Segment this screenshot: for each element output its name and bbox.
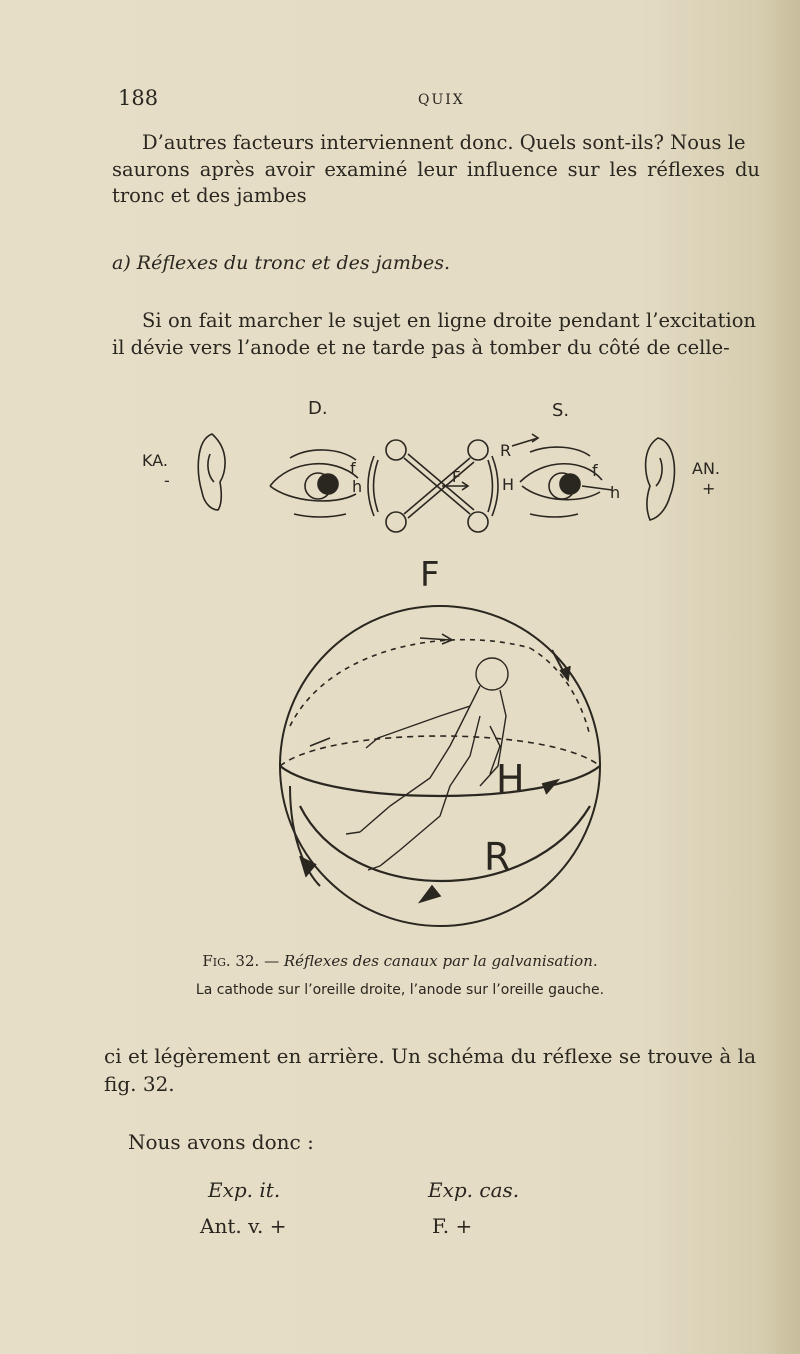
label-f-center: F bbox=[452, 468, 461, 486]
figure-caption bbox=[0, 952, 800, 970]
label-h-left: h bbox=[352, 477, 363, 496]
right-eye-icon bbox=[520, 447, 612, 517]
label-h-center: H bbox=[502, 475, 515, 494]
label-h-right: h bbox=[610, 483, 621, 502]
running-title: QUIX bbox=[418, 92, 465, 108]
paragraph-3: ci et légèrement en arrière. Un schéma du réflexe se trouve à la fig. 32. bbox=[104, 1044, 756, 1096]
table-header-col-2: Exp. cas. bbox=[428, 1178, 520, 1202]
paragraph-2-text: Si on fait marcher le sujet en ligne droite pendant l’excitation il dévie vers l’anode et ne tarde pas à tomber du côté de celle- bbox=[112, 309, 756, 359]
label-f-right: f bbox=[592, 461, 598, 480]
figure-32 bbox=[142, 386, 740, 936]
label-ka-sign: - bbox=[164, 471, 170, 490]
figure-illustration bbox=[142, 386, 740, 936]
left-ear-icon bbox=[198, 434, 225, 510]
label-f-big: F bbox=[420, 555, 440, 595]
section-marker: a) bbox=[112, 252, 131, 274]
label-r-big: R bbox=[484, 835, 511, 879]
section-heading bbox=[112, 252, 450, 274]
label-r-center: R bbox=[500, 441, 512, 460]
section-title: Réflexes du tronc et des jambes. bbox=[136, 252, 451, 274]
figure-caption-line-2: La cathode sur l’oreille droite, l’anode sur l’oreille gauche. bbox=[195, 982, 605, 998]
label-an-sign: + bbox=[702, 479, 716, 498]
page-number: 188 bbox=[118, 86, 159, 110]
table-value-col-1: Ant. v. + bbox=[200, 1214, 287, 1238]
left-eye-icon bbox=[270, 450, 358, 517]
label-d: D. bbox=[308, 398, 328, 419]
caption-prefix: Fig. 32. bbox=[202, 952, 260, 970]
caption-title: Réflexes des canaux par la galvanisation. bbox=[283, 952, 598, 970]
paragraph-1-first-line: D’autres facteurs interviennent donc. Quels sont-ils? Nous le bbox=[142, 131, 746, 154]
label-f-left: f bbox=[350, 459, 356, 478]
table-value-col-2: F. + bbox=[432, 1214, 473, 1238]
label-h-big: H bbox=[496, 757, 525, 801]
sphere-diagram bbox=[280, 606, 600, 926]
label-an: AN. bbox=[692, 459, 720, 478]
paragraph-2 bbox=[112, 308, 756, 361]
paragraph-1-rest: saurons après avoir examiné leur influence sur les réflexes du tronc et des jambes bbox=[112, 157, 760, 207]
right-ear-icon bbox=[646, 438, 675, 520]
label-s: S. bbox=[552, 400, 570, 421]
paragraph-1 bbox=[112, 130, 760, 210]
label-ka: KA. bbox=[142, 451, 168, 470]
paragraph-4: Nous avons donc : bbox=[128, 1130, 314, 1154]
semicircular-canals-icon bbox=[368, 440, 498, 532]
table-header-col-1: Exp. it. bbox=[208, 1178, 281, 1202]
caption-dash: — bbox=[264, 952, 280, 970]
